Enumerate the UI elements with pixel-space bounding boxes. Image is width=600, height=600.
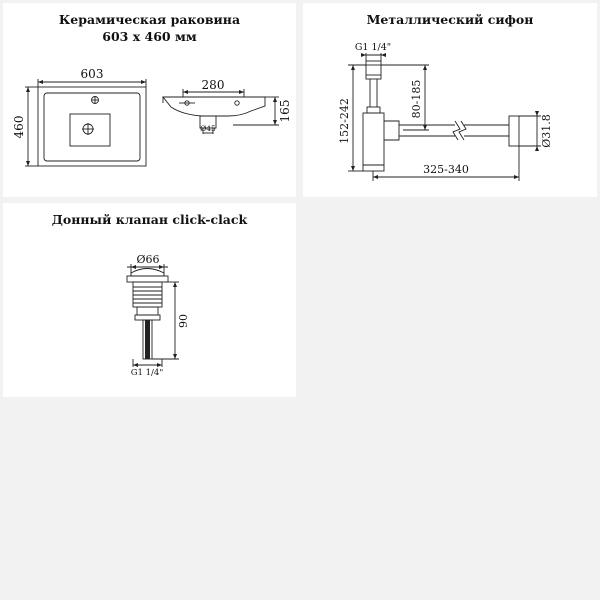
sink-basin bbox=[44, 93, 140, 161]
valve-title: Донный клапан click-clack bbox=[51, 212, 248, 227]
valve-flange bbox=[127, 276, 168, 282]
valve-nut bbox=[135, 315, 160, 320]
valve-cap-diameter-label: Ø66 bbox=[136, 253, 160, 266]
siphon-panel bbox=[303, 3, 597, 197]
sink-depth-label: 460 bbox=[12, 115, 26, 139]
sink-panel bbox=[3, 3, 296, 197]
valve-panel bbox=[3, 203, 296, 397]
sink-side-profile bbox=[163, 97, 265, 116]
sink-drain-label: Ø45 bbox=[200, 124, 216, 133]
siphon-elbow bbox=[384, 121, 399, 140]
siphon-upper-range-label: 80-185 bbox=[410, 79, 423, 119]
valve-cap bbox=[131, 269, 164, 277]
drain-box bbox=[70, 114, 110, 146]
siphon-pipe-diameter-label: Ø31.8 bbox=[540, 114, 553, 148]
siphon-horizontal-range-label: 325-340 bbox=[423, 163, 469, 176]
sink-width-label: 603 bbox=[80, 67, 104, 81]
sink-top-width-label: 280 bbox=[201, 78, 225, 92]
valve-height-label: 90 bbox=[177, 314, 190, 328]
siphon-bottle bbox=[363, 113, 384, 171]
sink-title: Керамическая раковина bbox=[58, 12, 241, 27]
siphon-drawing bbox=[303, 3, 597, 197]
siphon-vertical-range-label: 152-242 bbox=[338, 98, 351, 144]
valve-thread-label: G1 1/4" bbox=[130, 368, 164, 378]
sink-height-label: 165 bbox=[278, 99, 292, 123]
siphon-top-nut bbox=[366, 61, 381, 79]
siphon-wall-flange bbox=[509, 116, 519, 146]
valve-tail-pipe-fill bbox=[145, 320, 150, 359]
sink-drawing bbox=[3, 3, 296, 197]
valve-drawing bbox=[3, 203, 296, 397]
siphon-thread-label: G1 1/4" bbox=[354, 42, 392, 53]
siphon-title: Металлический сифон bbox=[366, 12, 534, 27]
sink-subtitle: 603 x 460 мм bbox=[102, 29, 197, 44]
